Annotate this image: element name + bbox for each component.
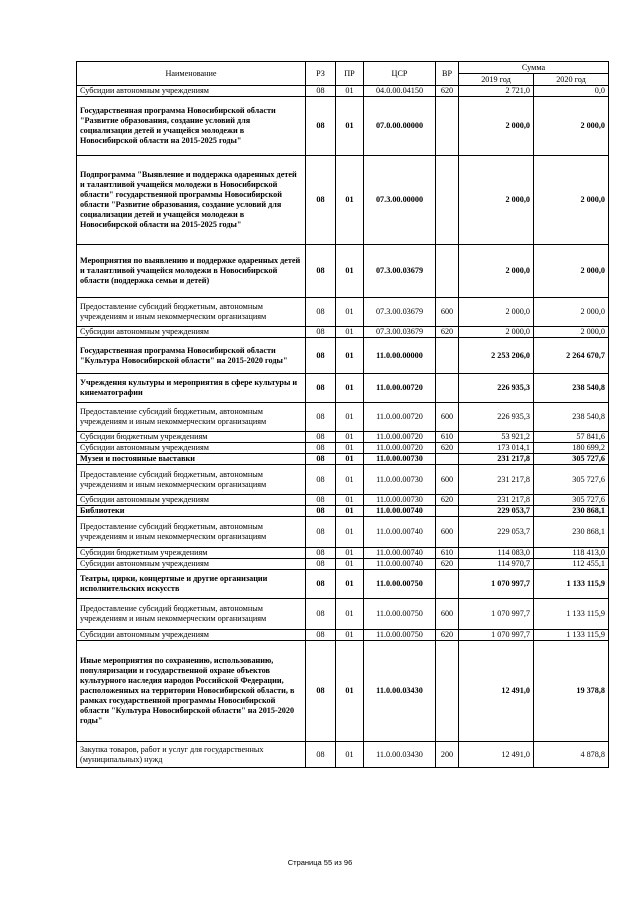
cell-csr: 04.0.00.04150 xyxy=(364,86,436,97)
cell-vr xyxy=(436,156,459,245)
cell-name: Театры, цирки, концертные и другие организации исполнительских искусств xyxy=(77,570,306,599)
cell-name: Субсидии автономным учреждениям xyxy=(77,495,306,506)
cell-sum-2020: 180 699,2 xyxy=(534,443,609,454)
cell-name: Иные мероприятия по сохранению, использованию, популяризации и государственной охране объектов культурного наследия народов Российской Федерации, расположенных на территории Новосибирской области, в рамках государственной программы Новосибирской области "Культура Новосибирской области" на 2015-2020 годы" xyxy=(77,641,306,742)
cell-name: Библиотеки xyxy=(77,506,306,517)
cell-vr xyxy=(436,641,459,742)
cell-sum-2020: 118 413,0 xyxy=(534,548,609,559)
header-csr: ЦСР xyxy=(364,62,436,86)
cell-sum-2019: 231 217,8 xyxy=(459,495,534,506)
cell-name: Музеи и постоянные выставки xyxy=(77,454,306,465)
cell-csr: 11.0.00.00750 xyxy=(364,599,436,630)
cell-vr: 620 xyxy=(436,495,459,506)
cell-rz: 08 xyxy=(306,86,336,97)
table-row xyxy=(77,548,609,559)
cell-pr: 01 xyxy=(336,403,364,432)
cell-pr: 01 xyxy=(336,465,364,495)
cell-name: Субсидии автономным учреждениям xyxy=(77,86,306,97)
page-number: Страница 55 из 96 xyxy=(287,858,353,867)
cell-csr: 11.0.00.00720 xyxy=(364,432,436,443)
table-row xyxy=(77,517,609,548)
cell-rz: 08 xyxy=(306,570,336,599)
cell-csr: 07.3.00.03679 xyxy=(364,245,436,298)
cell-pr: 01 xyxy=(336,374,364,403)
cell-sum-2019: 2 000,0 xyxy=(459,156,534,245)
table-row xyxy=(77,327,609,338)
cell-vr: 600 xyxy=(436,403,459,432)
cell-name: Государственная программа Новосибирской области "Развитие образования, создание условий для социализации детей и учащейся молодежи в Новосибирской области на 2015-2025 годы" xyxy=(77,97,306,156)
table-row xyxy=(77,338,609,374)
cell-pr: 01 xyxy=(336,559,364,570)
table-row xyxy=(77,245,609,298)
table-row xyxy=(77,403,609,432)
cell-sum-2019: 2 000,0 xyxy=(459,245,534,298)
header-vr: ВР xyxy=(436,62,459,86)
cell-sum-2019: 1 070 997,7 xyxy=(459,570,534,599)
cell-rz: 08 xyxy=(306,338,336,374)
cell-vr: 600 xyxy=(436,298,459,327)
cell-sum-2019: 229 053,7 xyxy=(459,506,534,517)
header-year-2019: 2019 год xyxy=(459,74,534,86)
cell-csr: 11.0.00.00750 xyxy=(364,630,436,641)
table-row xyxy=(77,454,609,465)
cell-name: Государственная программа Новосибирской области "Культура Новосибирской области" на 2015-2020 годы" xyxy=(77,338,306,374)
table-row xyxy=(77,641,609,742)
cell-name: Предоставление субсидий бюджетным, автономным учреждениям и иным некоммерческим организациям xyxy=(77,517,306,548)
cell-name: Предоставление субсидий бюджетным, автономным учреждениям и иным некоммерческим организациям xyxy=(77,599,306,630)
cell-rz: 08 xyxy=(306,156,336,245)
cell-rz: 08 xyxy=(306,454,336,465)
cell-sum-2019: 12 491,0 xyxy=(459,742,534,768)
cell-rz: 08 xyxy=(306,327,336,338)
table-row xyxy=(77,443,609,454)
cell-csr: 11.0.00.03430 xyxy=(364,742,436,768)
cell-rz: 08 xyxy=(306,374,336,403)
cell-name: Субсидии бюджетным учреждениям xyxy=(77,548,306,559)
cell-vr xyxy=(436,338,459,374)
cell-pr: 01 xyxy=(336,517,364,548)
cell-sum-2020: 305 727,6 xyxy=(534,465,609,495)
cell-pr: 01 xyxy=(336,495,364,506)
cell-sum-2020: 2 000,0 xyxy=(534,97,609,156)
header-pr: ПР xyxy=(336,62,364,86)
cell-vr: 620 xyxy=(436,86,459,97)
cell-sum-2020: 230 868,1 xyxy=(534,506,609,517)
cell-rz: 08 xyxy=(306,495,336,506)
cell-pr: 01 xyxy=(336,327,364,338)
cell-sum-2020: 57 841,6 xyxy=(534,432,609,443)
cell-csr: 11.0.00.00720 xyxy=(364,403,436,432)
cell-pr: 01 xyxy=(336,599,364,630)
cell-vr xyxy=(436,454,459,465)
table-row xyxy=(77,156,609,245)
cell-vr xyxy=(436,97,459,156)
cell-pr: 01 xyxy=(336,97,364,156)
cell-pr: 01 xyxy=(336,443,364,454)
table-row xyxy=(77,559,609,570)
cell-rz: 08 xyxy=(306,548,336,559)
cell-pr: 01 xyxy=(336,506,364,517)
cell-rz: 08 xyxy=(306,97,336,156)
header-sum: Сумма xyxy=(459,62,609,74)
cell-pr: 01 xyxy=(336,742,364,768)
cell-pr: 01 xyxy=(336,454,364,465)
cell-rz: 08 xyxy=(306,443,336,454)
table-row xyxy=(77,374,609,403)
cell-vr: 620 xyxy=(436,559,459,570)
table-row xyxy=(77,298,609,327)
cell-vr: 610 xyxy=(436,548,459,559)
budget-table xyxy=(76,61,609,768)
cell-sum-2020: 1 133 115,9 xyxy=(534,630,609,641)
cell-vr xyxy=(436,506,459,517)
cell-name: Субсидии автономным учреждениям xyxy=(77,327,306,338)
cell-sum-2019: 1 070 997,7 xyxy=(459,599,534,630)
cell-sum-2020: 305 727,6 xyxy=(534,495,609,506)
cell-rz: 08 xyxy=(306,630,336,641)
cell-rz: 08 xyxy=(306,298,336,327)
cell-sum-2019: 2 000,0 xyxy=(459,298,534,327)
cell-sum-2019: 12 491,0 xyxy=(459,641,534,742)
cell-pr: 01 xyxy=(336,548,364,559)
cell-pr: 01 xyxy=(336,570,364,599)
cell-sum-2019: 53 921,2 xyxy=(459,432,534,443)
cell-csr: 07.0.00.00000 xyxy=(364,97,436,156)
cell-name: Субсидии автономным учреждениям xyxy=(77,630,306,641)
cell-pr: 01 xyxy=(336,245,364,298)
cell-sum-2019: 2 000,0 xyxy=(459,97,534,156)
table-row xyxy=(77,495,609,506)
cell-pr: 01 xyxy=(336,641,364,742)
cell-sum-2020: 238 540,8 xyxy=(534,403,609,432)
cell-sum-2019: 226 935,3 xyxy=(459,403,534,432)
cell-csr: 11.0.00.00750 xyxy=(364,570,436,599)
cell-sum-2019: 114 083,0 xyxy=(459,548,534,559)
cell-sum-2019: 114 970,7 xyxy=(459,559,534,570)
cell-name: Предоставление субсидий бюджетным, автономным учреждениям и иным некоммерческим организациям xyxy=(77,298,306,327)
cell-name: Субсидии автономным учреждениям xyxy=(77,443,306,454)
cell-vr: 620 xyxy=(436,443,459,454)
cell-pr: 01 xyxy=(336,630,364,641)
cell-sum-2020: 2 000,0 xyxy=(534,327,609,338)
table-row xyxy=(77,599,609,630)
cell-rz: 08 xyxy=(306,245,336,298)
cell-csr: 11.0.00.00730 xyxy=(364,495,436,506)
cell-csr: 11.0.00.03430 xyxy=(364,641,436,742)
table-row xyxy=(77,630,609,641)
cell-sum-2019: 2 000,0 xyxy=(459,327,534,338)
cell-sum-2020: 112 455,1 xyxy=(534,559,609,570)
table-row xyxy=(77,432,609,443)
cell-sum-2020: 2 000,0 xyxy=(534,156,609,245)
cell-name: Предоставление субсидий бюджетным, автономным учреждениям и иным некоммерческим организациям xyxy=(77,465,306,495)
cell-sum-2019: 173 014,1 xyxy=(459,443,534,454)
cell-sum-2020: 230 868,1 xyxy=(534,517,609,548)
table-row xyxy=(77,97,609,156)
cell-rz: 08 xyxy=(306,432,336,443)
cell-name: Подпрограмма "Выявление и поддержка одаренных детей и талантливой учащейся молодежи в Новосибирской области" государственной программы Новосибирской области "Развитие образования, создание условий для социализации детей и учащейся молодежи в Новосибирской области на 2015-2025 годы" xyxy=(77,156,306,245)
cell-csr: 07.3.00.03679 xyxy=(364,327,436,338)
cell-vr: 620 xyxy=(436,630,459,641)
cell-sum-2019: 2 721,0 xyxy=(459,86,534,97)
cell-csr: 07.3.00.03679 xyxy=(364,298,436,327)
cell-name: Учреждения культуры и мероприятия в сфере культуры и кинематографии xyxy=(77,374,306,403)
cell-csr: 11.0.00.00740 xyxy=(364,517,436,548)
cell-sum-2020: 238 540,8 xyxy=(534,374,609,403)
cell-csr: 11.0.00.00720 xyxy=(364,443,436,454)
cell-rz: 08 xyxy=(306,465,336,495)
cell-pr: 01 xyxy=(336,432,364,443)
cell-sum-2019: 231 217,8 xyxy=(459,465,534,495)
cell-rz: 08 xyxy=(306,742,336,768)
cell-rz: 08 xyxy=(306,599,336,630)
cell-vr: 620 xyxy=(436,327,459,338)
cell-sum-2020: 2 264 670,7 xyxy=(534,338,609,374)
cell-rz: 08 xyxy=(306,641,336,742)
cell-name: Субсидии автономным учреждениям xyxy=(77,559,306,570)
cell-sum-2019: 229 053,7 xyxy=(459,517,534,548)
cell-sum-2019: 2 253 206,0 xyxy=(459,338,534,374)
cell-rz: 08 xyxy=(306,403,336,432)
table-row xyxy=(77,465,609,495)
cell-sum-2020: 2 000,0 xyxy=(534,245,609,298)
cell-sum-2020: 4 878,8 xyxy=(534,742,609,768)
cell-sum-2020: 19 378,8 xyxy=(534,641,609,742)
table-row xyxy=(77,506,609,517)
cell-rz: 08 xyxy=(306,517,336,548)
cell-csr: 11.0.00.00740 xyxy=(364,548,436,559)
cell-pr: 01 xyxy=(336,338,364,374)
cell-vr: 600 xyxy=(436,465,459,495)
cell-csr: 07.3.00.00000 xyxy=(364,156,436,245)
cell-pr: 01 xyxy=(336,86,364,97)
cell-pr: 01 xyxy=(336,298,364,327)
table-body xyxy=(77,86,609,768)
header-rz: РЗ xyxy=(306,62,336,86)
cell-vr: 200 xyxy=(436,742,459,768)
cell-sum-2019: 231 217,8 xyxy=(459,454,534,465)
cell-name: Предоставление субсидий бюджетным, автономным учреждениям и иным некоммерческим организациям xyxy=(77,403,306,432)
header-name: Наименование xyxy=(77,62,306,86)
cell-sum-2020: 0,0 xyxy=(534,86,609,97)
cell-sum-2019: 1 070 997,7 xyxy=(459,630,534,641)
cell-pr: 01 xyxy=(336,156,364,245)
cell-vr xyxy=(436,570,459,599)
cell-name: Субсидии бюджетным учреждениям xyxy=(77,432,306,443)
cell-vr xyxy=(436,245,459,298)
cell-csr: 11.0.00.00740 xyxy=(364,559,436,570)
cell-sum-2020: 305 727,6 xyxy=(534,454,609,465)
table-row xyxy=(77,742,609,768)
cell-csr: 11.0.00.00000 xyxy=(364,338,436,374)
cell-name: Закупка товаров, работ и услуг для государственных (муниципальных) нужд xyxy=(77,742,306,768)
cell-sum-2019: 226 935,3 xyxy=(459,374,534,403)
cell-vr: 600 xyxy=(436,599,459,630)
table-row xyxy=(77,570,609,599)
cell-vr: 600 xyxy=(436,517,459,548)
cell-rz: 08 xyxy=(306,559,336,570)
cell-sum-2020: 1 133 115,9 xyxy=(534,570,609,599)
cell-rz: 08 xyxy=(306,506,336,517)
cell-csr: 11.0.00.00740 xyxy=(364,506,436,517)
cell-sum-2020: 2 000,0 xyxy=(534,298,609,327)
cell-csr: 11.0.00.00730 xyxy=(364,465,436,495)
cell-csr: 11.0.00.00730 xyxy=(364,454,436,465)
cell-vr: 610 xyxy=(436,432,459,443)
cell-vr xyxy=(436,374,459,403)
table-row xyxy=(77,86,609,97)
header-year-2020: 2020 год xyxy=(534,74,609,86)
cell-name: Мероприятия по выявлению и поддержке одаренных детей и талантливой учащейся молодежи в Новосибирской области (поддержка семьи и детей) xyxy=(77,245,306,298)
cell-csr: 11.0.00.00720 xyxy=(364,374,436,403)
cell-sum-2020: 1 133 115,9 xyxy=(534,599,609,630)
